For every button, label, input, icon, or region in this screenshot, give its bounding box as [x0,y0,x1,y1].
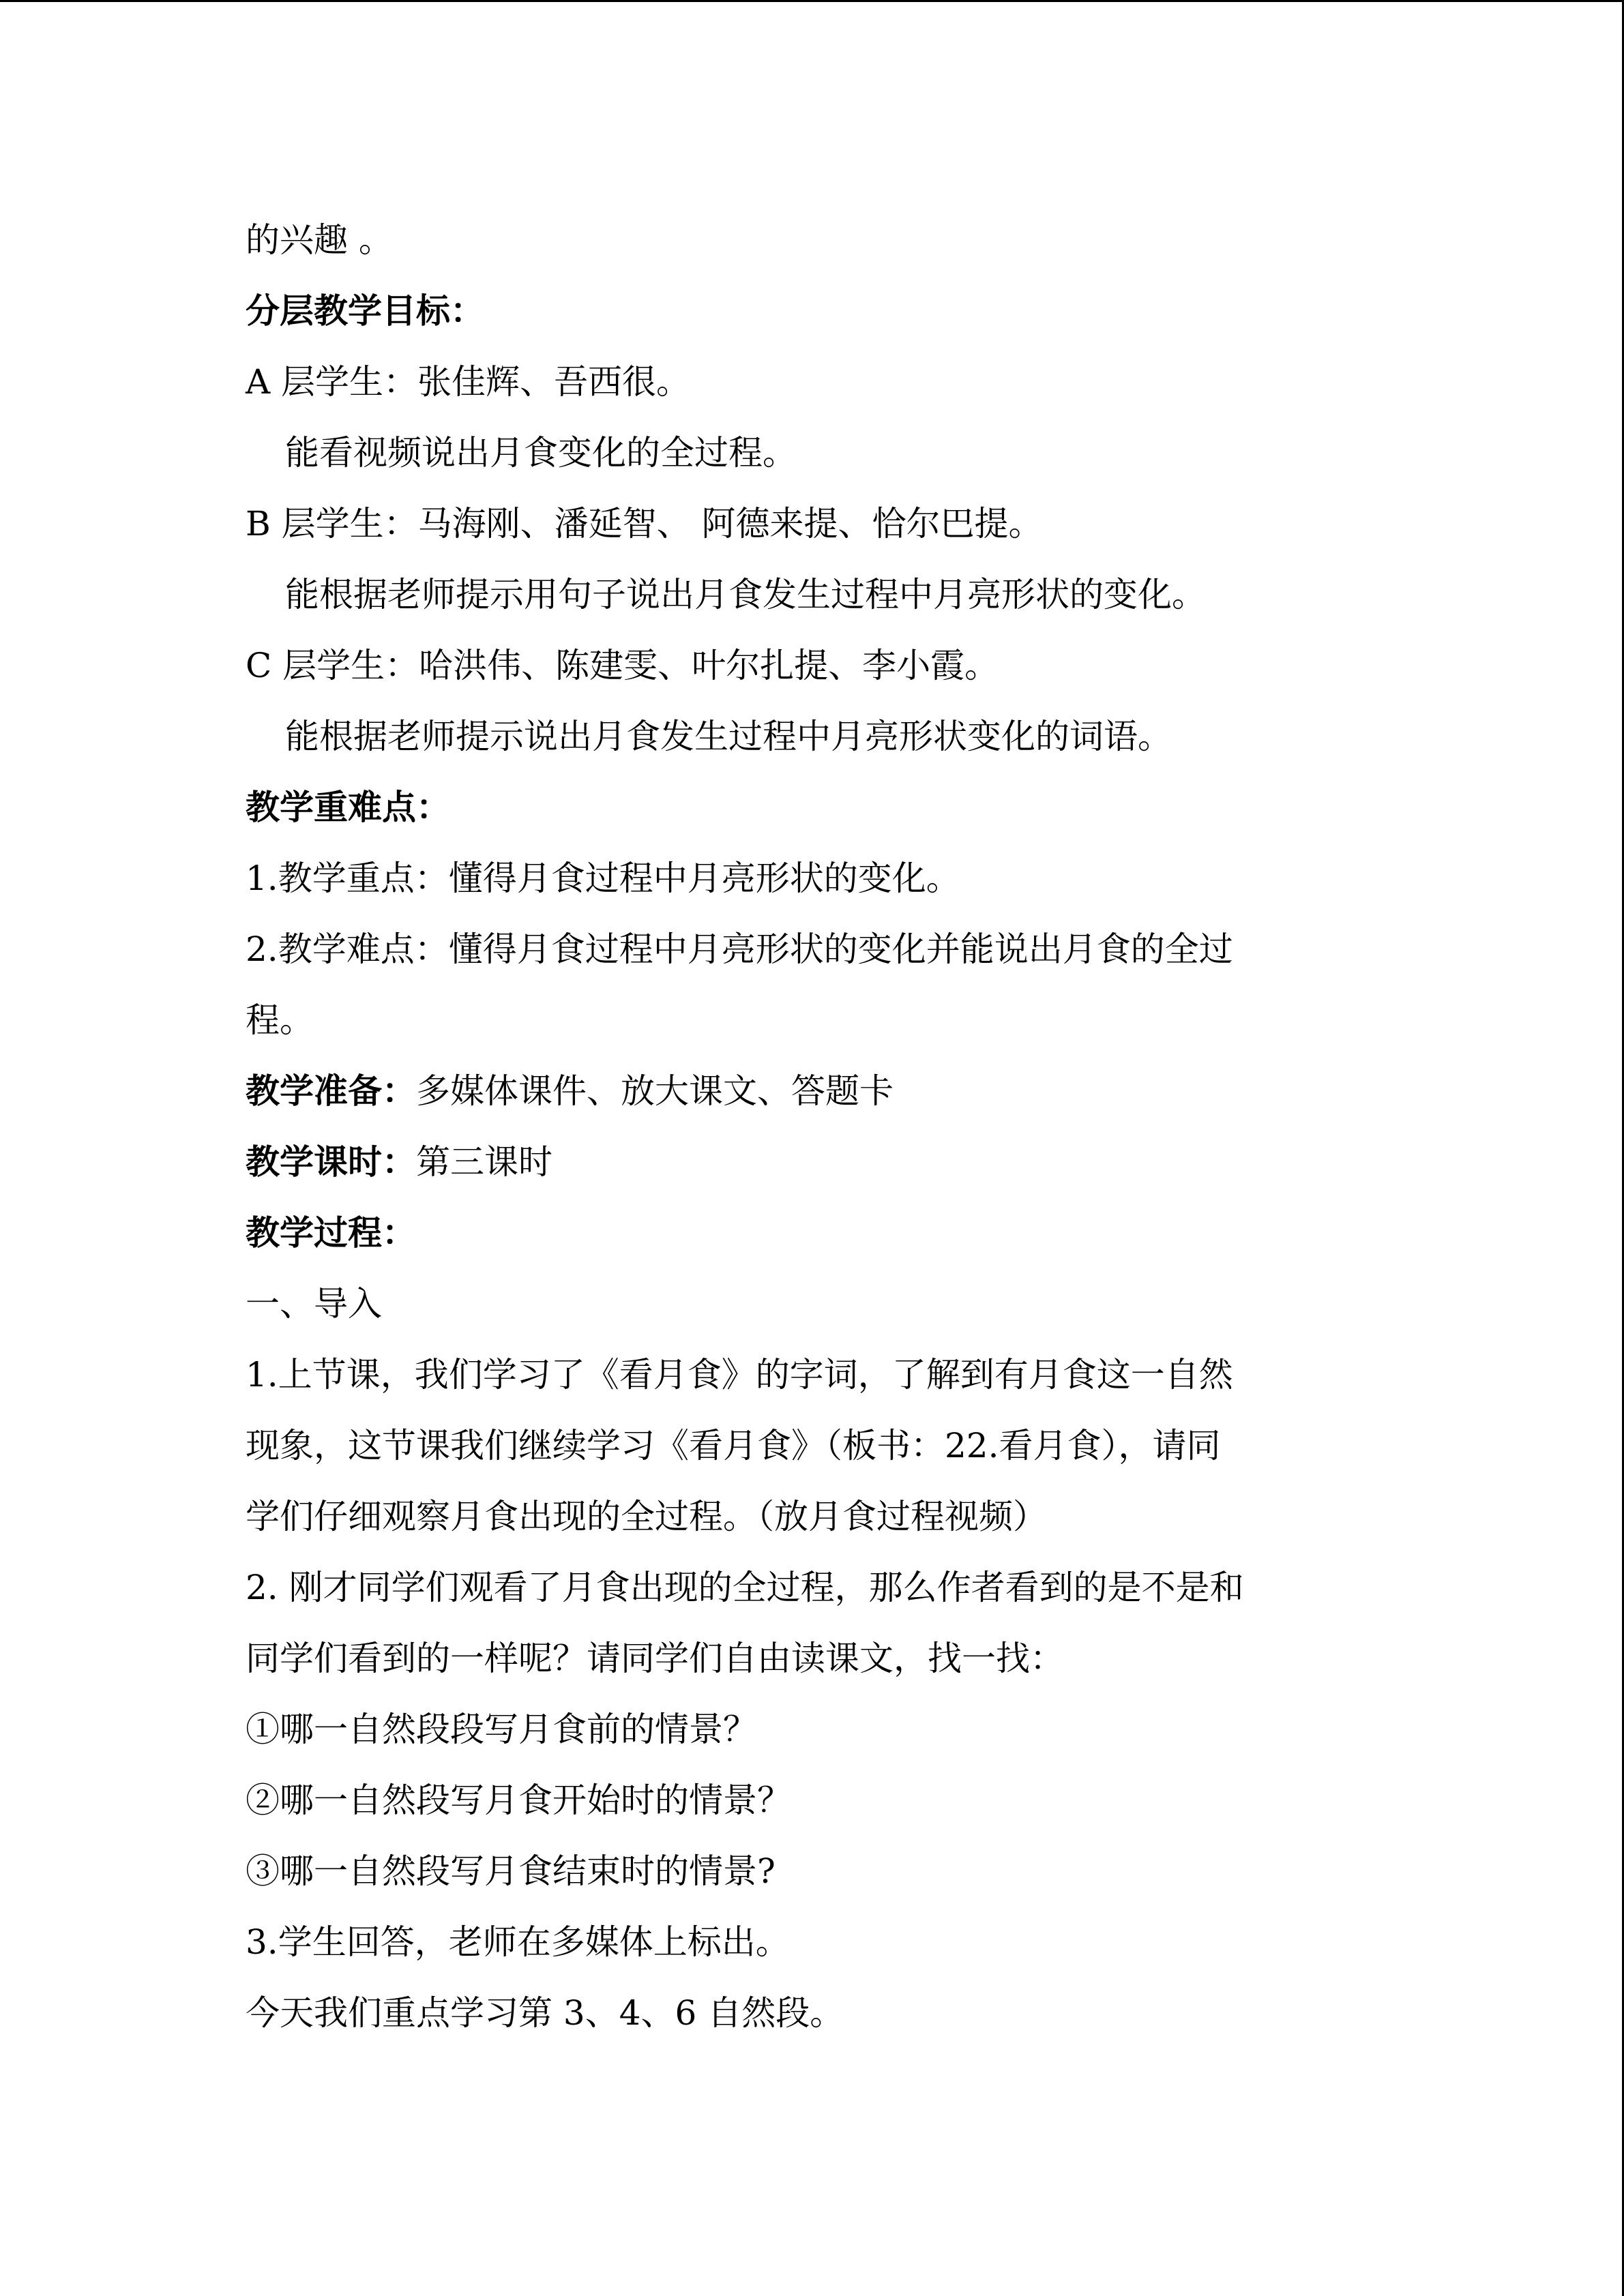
line-value: 多媒体课件、放大课文、答题卡 [416,1071,894,1111]
text-line: 今天我们重点学习第 3、4、6 自然段。 [246,1993,844,2033]
text-line: 的兴趣 。 [246,220,393,260]
page-top-border [0,0,1624,2]
text-line: 同学们看到的一样呢？请同学们自由读课文，找一找： [246,1639,1064,1678]
text-line: ②哪一自然段写月食开始时的情景？ [246,1780,791,1820]
line-label: 教学准备： [246,1071,416,1111]
text-line: 2.教学难点：懂得月食过程中月亮形状的变化并能说出月食的全过 [246,929,1233,969]
labeled-line [246,1056,1391,1127]
indented-line: 能根据老师提示说出月食发生过程中月亮形状变化的词语。 [285,717,1172,756]
labeled-line [246,1127,1391,1197]
text-line: 2. 刚才同学们观看了月食出现的全过程，那么作者看到的是不是和 [246,1568,1244,1607]
text-line: ①哪一自然段段写月食前的情景？ [246,1710,757,1749]
line-label: 教学课时： [246,1142,416,1182]
section-heading: 教学过程： [246,1212,416,1253]
text-line: A 层学生：张佳辉、吾西很。 [246,362,691,402]
indented-line: 能看视频说出月食变化的全过程。 [285,433,797,473]
text-line: 1.上节课，我们学习了《看月食》的字词，了解到有月食这一自然 [246,1355,1233,1395]
text-line: 1.教学重点：懂得月食过程中月亮形状的变化。 [246,859,960,898]
text-line: 程。 [246,1000,314,1040]
indented-line: 能根据老师提示用句子说出月食发生过程中月亮形状的变化。 [285,575,1206,614]
section-heading: 分层教学目标： [246,290,484,331]
document-body [246,205,1391,2048]
text-line: ③哪一自然段写月食结束时的情景? [246,1851,776,1891]
text-line: 一、导入 [246,1284,382,1324]
text-line: 学们仔细观察月食出现的全过程。（放月食过程视频） [246,1497,1047,1536]
text-line: B 层学生：马海刚、潘延智、 阿德来提、恰尔巴提。 [246,504,1043,543]
section-heading: 教学重难点： [246,787,450,827]
line-value: 第三课时 [416,1142,552,1182]
text-line: C 层学生：哈洪伟、陈建雯、叶尔扎提、李小霞。 [246,646,999,685]
text-line: 现象，这节课我们继续学习《看月食》（板书：22.看月食），请同 [246,1426,1221,1465]
text-line: 3.学生回答，老师在多媒体上标出。 [246,1922,790,1962]
